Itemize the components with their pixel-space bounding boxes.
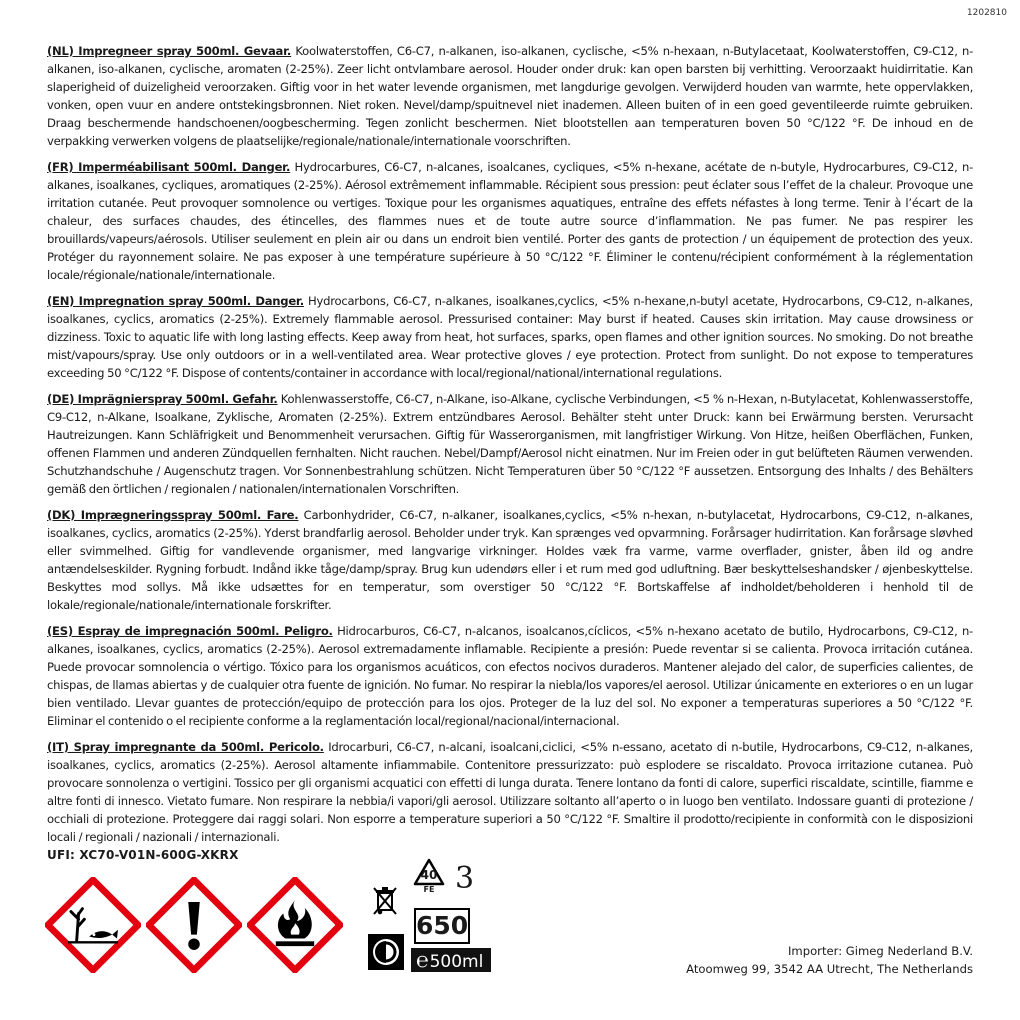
recycle-box-value: 650 (414, 908, 470, 944)
importer-line-1: Importer: Gimeg Nederland B.V. (788, 944, 973, 958)
green-dot-icon (368, 934, 404, 970)
block-body: Kohlenwasserstoffe, C6-C7, n-Alkane, iso-Alkane, cyclische Verbindungen, <5 % n-Hexan, n-Butylacetat, Kohlenwasserstoffe, C9-C12, n-Alkane, Isoalkane, Zyklische, Aromaten (2-25%). Extrem entzündbares Aerosol. Behälter steht unter Druck: kann bei Erwärmung bersten. Verursacht Hautreizungen. Kann Schläfrigkeit und Benommenheit verursachen. Giftig für Wasserorganismen, mit langfristiger Wirkung. Von Hitze, heißen Oberflächen, Funken, offenen Flammen und anderen Zündquellen fernhalten. Nicht rauchen. Nebel/Dampf/Aerosol nicht einatmen. Nur im Freien oder in gut belüfteten Räumen verwenden. Schutzhandschuhe / Augenschutz tragen. Vor Sonnenbestrahlung schützen. Nicht Temperaturen über 50 °C/122 °F aussetzen. Entsorgung des Inhalts / des Behälters gemäß den örtlichen / regionalen / nationalen/internationalen Vorschriften. (47, 392, 973, 496)
safety-text-section (47, 42, 973, 854)
safety-block-fr (47, 158, 973, 284)
recycling-letters: FE (423, 885, 435, 894)
importer-line-2: Atoomweg 99, 3542 AA Utrecht, The Netherlands (686, 962, 973, 976)
block-heading: (DE) Imprägnierspray 500ml. Gefahr. (47, 392, 278, 406)
exclamation-mark-icon (146, 877, 242, 973)
block-body: Carbonhydrider, C6-C7, n-alkaner, isoalkanes,cyclics, <5% n-hexan, n-butylacetat, Hydrocarbons, C9-C12, n-alkanes, isoalkanes, cyclics, aromatics (2-25%). Yderst brandfarlig aerosol. Beholder under tryk. Kan sprænges ved opvarmning. Forårsager hudirritation. Kan forårsage sløvhed eller svimmelhed. Giftig for vandlevende organismer, med langvarige virkninger. Holdes væk fra varme, varme overflader, gnister, åben ild og andre antændelseskilder. Rygning forbudt. Indånd ikke tåge/damp/spray. Brug kun udendørs eller i et rum med god udluftning. Bær beskyttelseshandsker / øjenbeskyttelse. Beskyttes mod sollys. Må ikke udsættes for en temperatur, som overstiger 50 °C/122 °F. Bortskaffelse af indholdet/beholderen i henhold til de lokale/regionale/nationale/internationale forskrifter. (47, 508, 973, 612)
block-body: Hydrocarbures, C6-C7, n-alcanes, isoalcanes, cycliques, <5% n-hexane, acétate de n-butyle, Hydrocarbures, C9-C12, n-alkanes, isoalkanes, cycliques, aromatiques (2-25%). Aérosol extrêmement inflammable. Récipient sous pression: peut éclater sous l’effet de la chaleur. Provoque une irritation cutanée. Peut provoquer somnolence ou vertiges. Toxique pour les organismes aquatiques, entraîne des effets néfastes à long terme. Tenir à l’écart de la chaleur, des surfaces chaudes, des étincelles, des flammes nues et de toute autre source d’inflammation. Ne pas fumer. Ne pas respirer les brouillards/vapeurs/aérosols. Utiliser seulement en plein air ou dans un endroit bien ventilé. Porter des gants de protection / un équipement de protection des yeux. Protéger du rayonnement solaire. Ne pas exposer à une température supérieure à 50 °C/122 °F. Éliminer le contenu/récipient conformément à la réglementation locale/régionale/nationale/internationale. (47, 160, 974, 282)
recycle-class: 3 (455, 861, 475, 896)
safety-block-dk (47, 506, 973, 614)
block-body: Koolwaterstoffen, C6-C7, n-alkanen, iso-alkanen, cyclische, <5% n-hexaan, n-Butylacetaat, Koolwaterstoffen, C9-C12, n-alkanen, iso-alkanen, cyclische, aromaten (2-25%). Zeer licht ontvlambare aerosol. Houder onder druk: kan open barsten bij verhitting. Veroorzaakt huidirritatie. Kan slaperigheid of duizeligheid veroorzaken. Giftig voor in het water levende organismen, met langdurige gevolgen. Verwijderd houden van warmte, hete oppervlakken, vonken, open vuur en andere ontstekingsbronnen. Niet roken. Nevel/damp/spuitnevel niet inademen. Alleen buiten of in een goed geventileerde ruimte gebruiken. Draag beschermende handschoenen/oogbescherming. Tegen zonlicht beschermen. Niet blootstellen aan temperaturen boven 50 °C/122 °F. De inhoud en de verpakking verwerken volgens de plaatselijke/regionale/nationale/internationale voorschriften. (47, 44, 974, 148)
estimated-sign: ℮ (416, 948, 429, 972)
volume-text: 500ml (429, 952, 484, 972)
document-code: 1202810 (966, 8, 1007, 18)
safety-block-es (47, 622, 973, 730)
block-heading: (IT) Spray impregnante da 500ml. Pericolo. (47, 740, 324, 754)
importer-info (686, 942, 973, 978)
block-heading: (ES) Espray de impregnación 500ml. Peligro. (47, 624, 333, 638)
block-heading: (DK) Imprægneringsspray 500ml. Fare. (47, 508, 299, 522)
flame-icon (247, 877, 343, 973)
safety-block-nl (47, 42, 973, 150)
safety-block-en (47, 292, 973, 382)
block-heading: (NL) Impregneer spray 500ml. Gevaar. (47, 44, 292, 58)
ufi-code: UFI: XC70-V01N-600G-XKRX (47, 848, 239, 862)
block-heading: (EN) Impregnation spray 500ml. Danger. (47, 294, 304, 308)
block-body: Hidrocarburos, C6-C7, n-alcanos, isoalcanos,cíclicos, <5% n-hexano acetato de butilo, Hydrocarbons, C9-C12, n-alkanes, isoalkanes, cyclics, aromatics (2-25%). Aerosol extremadamente inflamable. Recipiente a presión: Puede reventar si se calienta. Provoca irritación cutánea. Puede provocar somnolencia o vértigo. Tóxico para los organismos acuáticos, con efectos nocivos duraderos. Mantener alejado del calor, de superficies calientes, de chispas, de llamas abiertas y de cualquier otra fuente de ignición. No fumar. No respirar la niebla/los vapores/el aerosol. Utilizar únicamente en exteriores o en un lugar bien ventilado. Llevar guantes de protección/equipo de protección para los ojos. Proteger de la luz del sol. No exponer a temperaturas superiores a 50 °C/122 °F. Eliminar el contenido o el recipiente conforme a la reglamentación local/regional/nacional/internacional. (47, 624, 973, 728)
crossed-bin-icon (372, 886, 398, 916)
safety-block-de (47, 390, 973, 498)
block-heading: (FR) Imperméabilisant 500ml. Danger. (47, 160, 291, 174)
volume-mark (411, 948, 491, 972)
environment-hazard-icon (45, 877, 141, 973)
recycling-number: 40 (420, 868, 438, 882)
recycling-code-icon (413, 858, 445, 896)
block-body: Idrocarburi, C6-C7, n-alcani, isoalcani,ciclici, <5% n-essano, acetato di n-butile, Hydrocarbons, C9-C12, n-alkanes, isoalkanes, cyclics, aromatics (2-25%). Aerosol altamente infiammabile. Contenitore pressurizzato: può esplodere se riscaldato. Provoca irritazione cutanea. Può provocare sonnolenza o vertigini. Tossico per gli organismi acquatici con effetti di lunga durata. Tenere lontano da fonti di calore, superfici riscaldate, scintille, fiamme e altre fonti di innesco. Vietato fumare. Non respirare la nebbia/i vapori/gli aerosol. Utilizzare soltanto all’aperto o in luogo ben ventilato. Indossare guanti di protezione / occhiali di protezione. Proteggere dai raggi solari. Non esporre a temperature superiori a 50 °C/122 °F. Smaltire il prodotto/recipiente in conformità con le disposizioni locali / regionali / nazionali / internazionali. (47, 740, 973, 844)
safety-block-it (47, 738, 973, 846)
block-body: Hydrocarbons, C6-C7, n-alkanes, isoalkanes,cyclics, <5% n-hexane,n-butyl acetate, Hydrocarbons, C9-C12, n-alkanes, isoalkanes, cyclics, aromatics (2-25%). Extremely flammable aerosol. Pressurised container: May burst if heated. Causes skin irritation. May cause drowsiness or dizziness. Toxic to aquatic life with long lasting effects. Keep away from heat, hot surfaces, sparks, open flames and other ignition sources. No smoking. Do not breathe mist/vapours/spray. Use only outdoors or in a well-ventilated area. Wear protective gloves / eye protection. Protect from sunlight. Do not expose to temperatures exceeding 50 °C/122 °F. Dispose of contents/container in accordance with local/regional/national/international regulations. (47, 294, 973, 380)
